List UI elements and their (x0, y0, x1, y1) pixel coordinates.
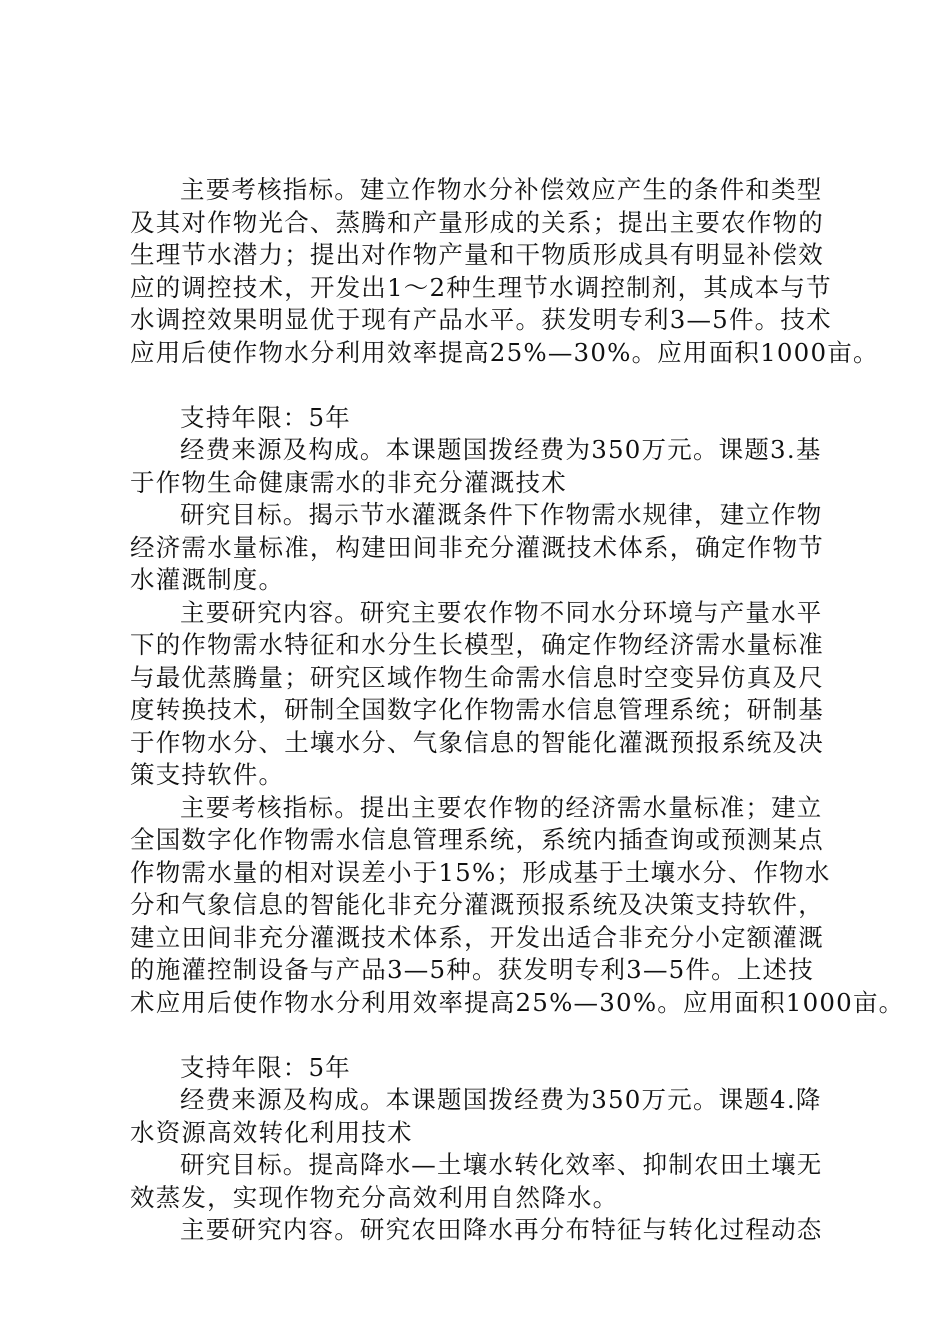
support-period: 支持年限：5年 (180, 1052, 351, 1082)
paragraph-line: 策支持软件。 (130, 760, 285, 789)
paragraph-line: 生理节水潜力；提出对作物产量和干物质形成具有明显补偿效 (130, 240, 824, 269)
paragraph-gap (130, 1019, 830, 1052)
topic-title: 水资源高效转化利用技术 (130, 1117, 413, 1147)
paragraph-line: 全国数字化作物需水信息管理系统，系统内插查询或预测某点 (130, 825, 824, 854)
research-content: 主要研究内容。研究主要农作物不同水分环境与产量水平 (180, 597, 823, 627)
paragraph-line: 的施灌控制设备与产品3—5种。获发明专利3—5件。上述技 (130, 955, 814, 984)
paragraph-line: 水灌溉制度。 (130, 565, 285, 594)
research-goal: 研究目标。揭示节水灌溉条件下作物需水规律，建立作物 (180, 500, 823, 529)
research-goal: 研究目标。提高降水—土壤水转化效率、抑制农田土壤无 (180, 1150, 823, 1179)
paragraph-line: 于作物水分、土壤水分、气象信息的智能化灌溉预报系统及决 (130, 727, 824, 757)
paragraph-line: 建立田间非充分灌溉技术体系，开发出适合非充分小定额灌溉 (130, 922, 824, 952)
paragraph-line: 效蒸发，实现作物充分高效利用自然降水。 (130, 1182, 619, 1212)
paragraph-line: 经济需水量标准，构建田间非充分灌溉技术体系，确定作物节 (130, 532, 824, 562)
paragraph-line: 作物需水量的相对误差小于15%；形成基于土壤水分、作物水 (130, 857, 831, 887)
section-topic-3 (130, 402, 905, 1020)
funding-source: 经费来源及构成。本课题国拨经费为350万元。课题4.降 (180, 1085, 822, 1114)
paragraph-line: 应的调控技术，开发出1～2种生理节水调控制剂，其成本与节 (130, 272, 832, 302)
funding-source: 经费来源及构成。本课题国拨经费为350万元。课题3.基 (180, 435, 822, 464)
research-content: 主要研究内容。研究农田降水再分布特征与转化过程动态 (180, 1215, 823, 1244)
support-period: 支持年限：5年 (180, 402, 351, 432)
paragraph-line: 与最优蒸腾量；研究区域作物生命需水信息时空变异仿真及尺 (130, 662, 824, 692)
paragraph-line: 应用后使作物水分利用效率提高25%—30%。应用面积1000亩。 (130, 337, 879, 367)
paragraph-line: 及其对作物光合、蒸腾和产量形成的关系；提出主要农作物的 (130, 207, 824, 237)
section-assessment-indicators-2 (130, 174, 879, 369)
paragraph-gap (130, 369, 830, 402)
paragraph-line: 下的作物需水特征和水分生长模型，确定作物经济需水量标准 (130, 630, 824, 659)
paragraph-line: 水调控效果明显优于现有产品水平。获发明专利3—5件。技术 (130, 305, 832, 334)
paragraph-line: 度转换技术，研制全国数字化作物需水信息管理系统；研制基 (130, 695, 824, 724)
document-page (130, 174, 905, 1247)
assessment-indicators: 主要考核指标。提出主要农作物的经济需水量标准；建立 (180, 792, 823, 822)
section-topic-4 (130, 1052, 830, 1247)
topic-title: 于作物生命健康需水的非充分灌溉技术 (130, 467, 567, 497)
paragraph-line: 术应用后使作物水分利用效率提高25%—30%。应用面积1000亩。 (130, 987, 905, 1017)
paragraph-line: 主要考核指标。建立作物水分补偿效应产生的条件和类型 (180, 175, 823, 204)
paragraph-line: 分和气象信息的智能化非充分灌溉预报系统及决策支持软件， (130, 890, 824, 919)
